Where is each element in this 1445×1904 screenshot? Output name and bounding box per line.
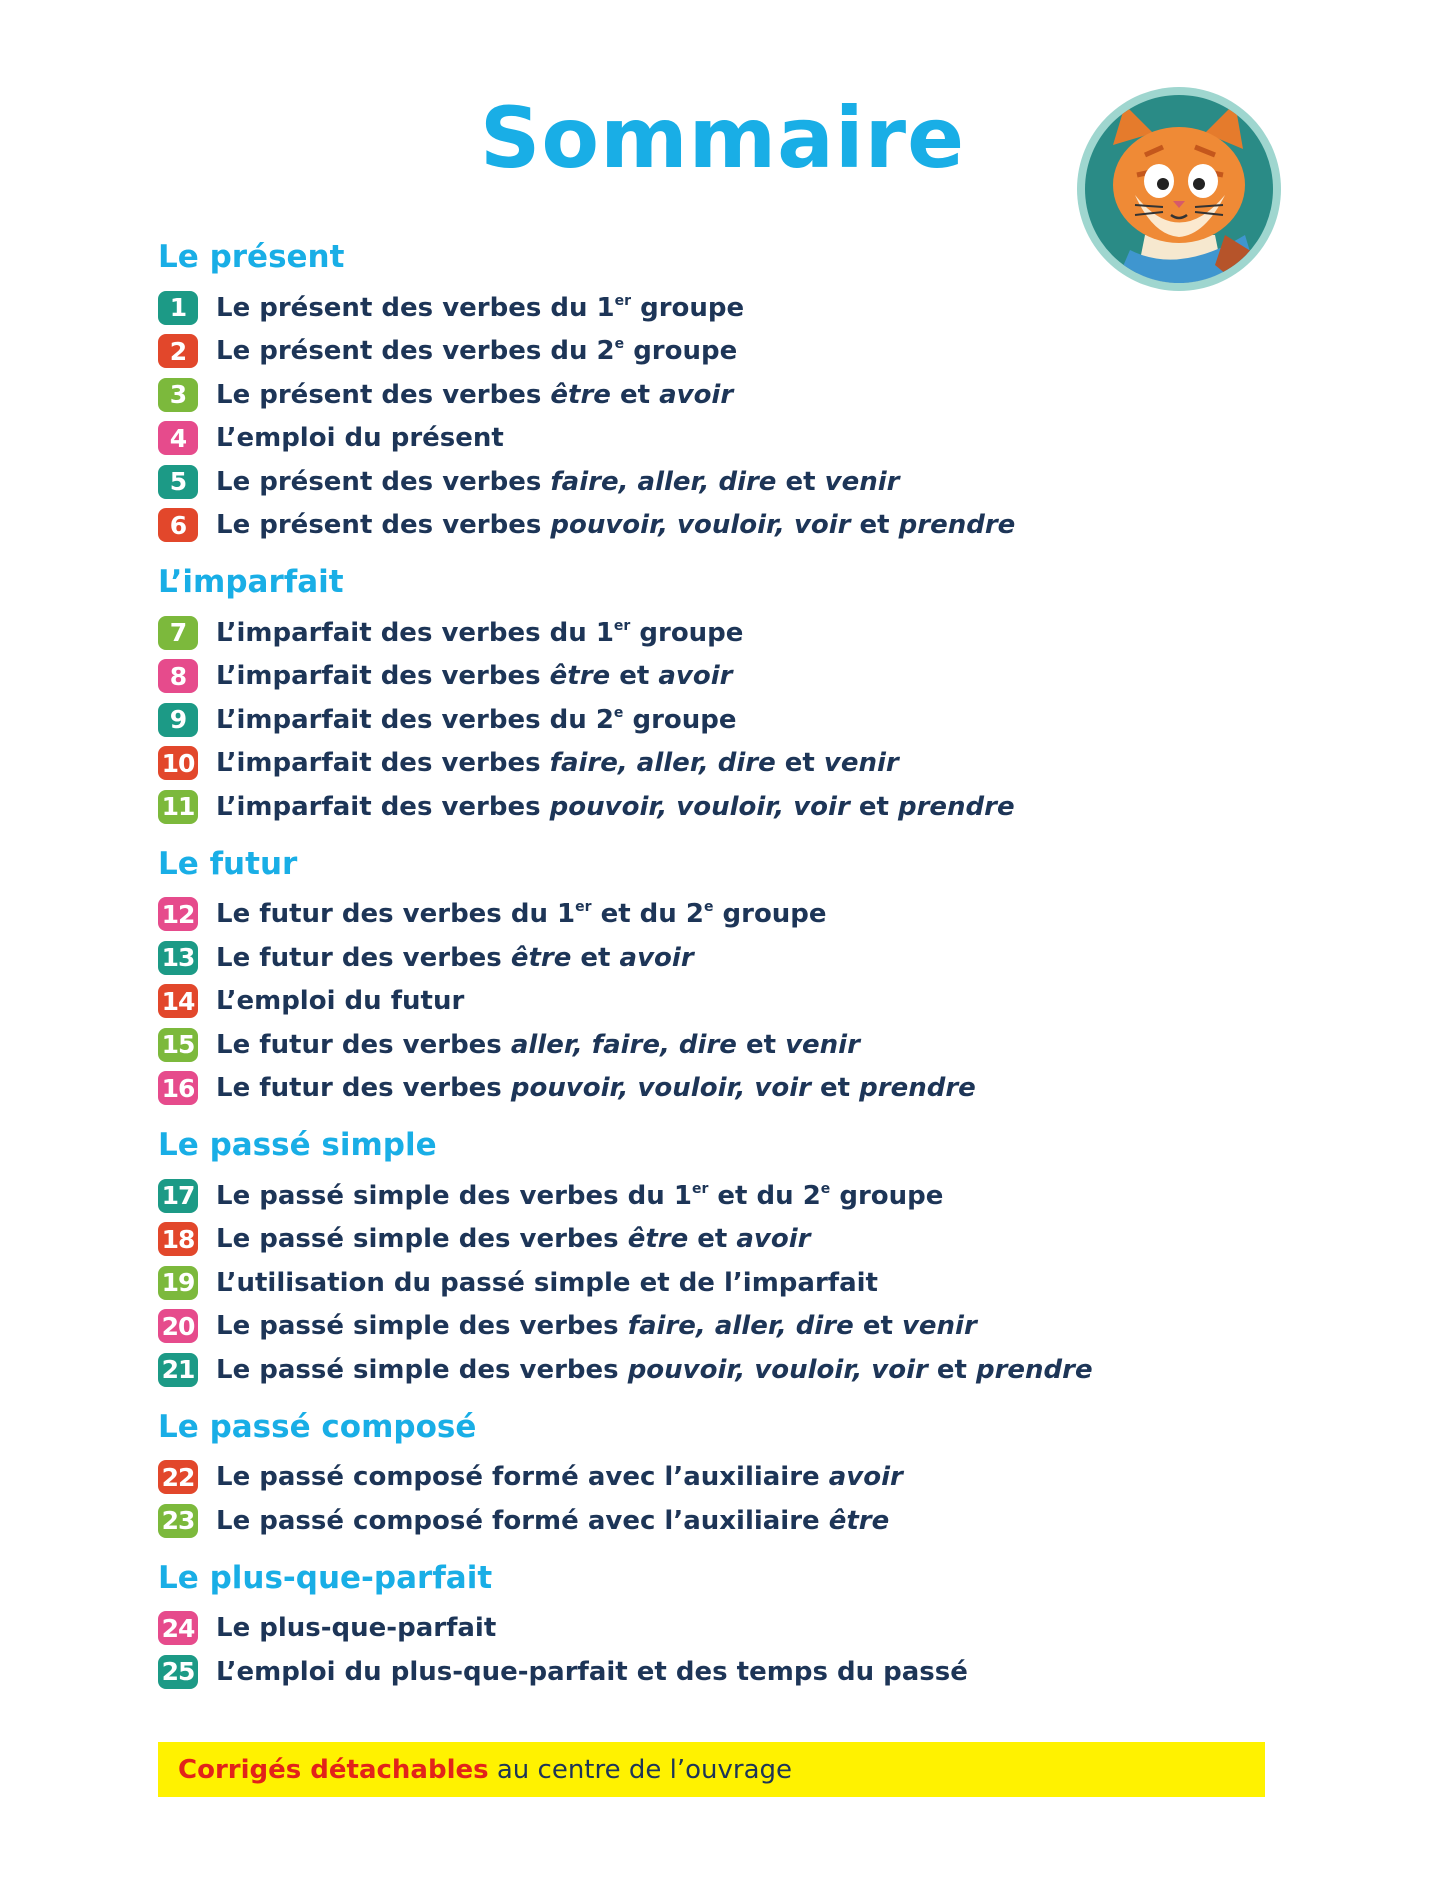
chapter-title-text: Le passé simple des verbes du 1 [216,1180,692,1211]
toc-item [158,655,1278,699]
italic-verb-text: venir [823,748,899,779]
italic-verb-text: être [627,1224,689,1255]
chapter-number-badge: 9 [158,703,198,737]
toc-item [158,1499,1278,1543]
italic-verb-text: avoir [828,1462,903,1493]
toc-item [158,504,1278,548]
toc-item [158,1650,1278,1694]
section-title: Le plus-que-parfait [158,1559,493,1596]
toc-item [158,1261,1278,1305]
chapter-title-text: Le présent des verbes [216,510,551,541]
ordinal-superscript: e [614,336,625,353]
chapter-title [216,293,744,323]
italic-verb-text: venir [824,466,900,497]
footer-note-rest: au centre de l’ouvrage [488,1754,793,1785]
chapter-title-text: Le présent des verbes du 2 [216,336,615,367]
chapter-title-text: et [571,942,620,973]
chapter-title-text: L’imparfait des verbes [216,791,550,822]
footer-note [178,1755,792,1785]
toc-item [158,980,1278,1024]
chapter-title [216,1506,889,1536]
chapter-title-text: Le futur des verbes du 1 [216,899,576,930]
italic-verb-text: avoir [736,1224,811,1255]
chapter-title-text: et du 2 [591,899,704,930]
chapter-title [216,423,504,453]
chapter-title-text: et [810,1073,860,1104]
chapter-number-badge: 3 [158,378,198,412]
chapter-title-text: et [849,791,898,822]
italic-verb-text: pouvoir, vouloir, voir [550,510,851,541]
chapter-title-text: Le futur des verbes [216,942,511,973]
chapter-title [216,792,1015,822]
chapter-title-text: groupe [624,336,738,367]
chapter-title [216,705,737,735]
chapter-title [216,899,827,929]
chapter-number-badge: 7 [158,616,198,650]
chapter-number-badge: 2 [158,334,198,368]
chapter-number-badge: 1 [158,291,198,325]
chapter-title-text: Le passé simple des verbes [216,1311,628,1342]
chapter-number-badge: 24 [158,1611,198,1645]
italic-verb-text: venir [785,1029,860,1060]
ordinal-superscript: er [614,292,632,309]
italic-verb-text: être [828,1505,890,1536]
chapter-title [216,467,899,497]
chapter-number-badge: 15 [158,1028,198,1062]
chapter-number-badge: 10 [158,746,198,780]
chapter-number-badge: 23 [158,1504,198,1538]
italic-verb-text: être [550,379,611,410]
ordinal-superscript: e [613,704,624,721]
chapter-title-text: Le passé simple des verbes [216,1224,628,1255]
ordinal-superscript: er [613,617,631,634]
toc-item [158,417,1278,461]
chapter-title [216,1462,903,1492]
footer-note-strong: Corrigés détachables [178,1754,489,1785]
ordinal-superscript: e [703,899,714,916]
chapter-title [216,1181,943,1211]
chapter-title-text: et [610,379,660,410]
chapter-title-text: et [776,466,825,497]
chapter-title-text: Le présent des verbes [216,466,551,497]
chapter-title [216,1311,977,1341]
italic-verb-text: pouvoir, vouloir, voir [627,1354,928,1385]
chapter-title-text: groupe [713,899,827,930]
section-title: Le présent [158,239,345,275]
italic-verb-text: prendre [975,1354,1093,1385]
toc-item [158,785,1278,829]
chapter-title-text: L’imparfait des verbes [216,748,550,779]
chapter-title-text: et [850,510,899,541]
section-title: L’imparfait [158,564,344,600]
italic-verb-text: prendre [898,510,1016,541]
toc-item [158,1607,1278,1651]
toc-item [158,611,1278,655]
toc-section [158,557,1278,829]
toc-item [158,1305,1278,1349]
chapter-title-text: Le passé simple des verbes [216,1354,628,1385]
chapter-title-text: Le futur des verbes [216,1073,511,1104]
italic-verb-text: pouvoir, vouloir, voir [549,791,850,822]
italic-verb-text: venir [901,1311,977,1342]
chapter-title [216,1073,976,1103]
italic-verb-text: avoir [619,942,694,973]
toc-item [158,893,1278,937]
toc-section [158,1402,1278,1543]
toc-section [158,1553,1278,1694]
italic-verb-text: être [510,942,572,973]
chapter-title-text: L’imparfait des verbes du 2 [216,704,614,735]
chapter-title-text: groupe [630,617,744,648]
chapter-title-text: Le passé composé formé avec l’auxiliaire [216,1505,829,1536]
table-of-contents [158,232,1278,1704]
toc-item [158,1067,1278,1111]
chapter-number-badge: 14 [158,984,198,1018]
chapter-title-text: L’imparfait des verbes du 1 [216,617,614,648]
chapter-title [216,380,733,410]
chapter-title [216,986,464,1016]
italic-verb-text: pouvoir, vouloir, voir [510,1073,811,1104]
toc-section [158,1120,1278,1392]
chapter-title-text: Le futur des verbes [216,1029,511,1060]
toc-item [158,1456,1278,1500]
chapter-title-text: groupe [623,704,737,735]
chapter-number-badge: 16 [158,1071,198,1105]
chapter-title [216,336,737,366]
toc-item [158,286,1278,330]
chapter-title [216,1268,878,1298]
toc-item [158,373,1278,417]
toc-item [158,698,1278,742]
chapter-number-badge: 19 [158,1266,198,1300]
chapter-title-text: groupe [631,292,745,323]
italic-verb-text: avoir [659,379,734,410]
toc-section [158,232,1278,547]
chapter-title [216,748,899,778]
chapter-number-badge: 18 [158,1222,198,1256]
chapter-title-text: L’imparfait des verbes [216,661,550,692]
toc-section [158,839,1278,1111]
toc-item [158,742,1278,786]
toc-item [158,460,1278,504]
chapter-title-text: Le présent des verbes [216,379,551,410]
chapter-title-text: Le passé composé formé avec l’auxiliaire [216,1462,829,1493]
chapter-title [216,661,732,691]
italic-verb-text: être [549,661,611,692]
chapter-number-badge: 5 [158,465,198,499]
chapter-number-badge: 12 [158,897,198,931]
toc-item [158,936,1278,980]
italic-verb-text: aller, faire, dire [510,1029,737,1060]
chapter-title [216,510,1015,540]
italic-verb-text: avoir [658,661,733,692]
toc-item [158,1348,1278,1392]
chapter-title-text: L’emploi du plus-que-parfait et des temps du passé [216,1656,968,1687]
chapter-number-badge: 17 [158,1179,198,1213]
chapter-title [216,1613,496,1643]
chapter-title-text: et du 2 [708,1180,821,1211]
toc-item [158,1023,1278,1067]
ordinal-superscript: e [820,1180,831,1197]
italic-verb-text: faire, aller, dire [627,1311,854,1342]
chapter-title [216,1657,968,1687]
chapter-number-badge: 25 [158,1655,198,1689]
chapter-number-badge: 4 [158,421,198,455]
chapter-number-badge: 11 [158,790,198,824]
ordinal-superscript: er [575,899,592,916]
italic-verb-text: faire, aller, dire [550,466,777,497]
italic-verb-text: faire, aller, dire [549,748,776,779]
chapter-title-text: et [736,1029,786,1060]
chapter-title [216,1224,810,1254]
chapter-number-badge: 13 [158,941,198,975]
chapter-title [216,618,743,648]
italic-verb-text: prendre [859,1073,976,1104]
chapter-title-text: groupe [830,1180,944,1211]
footer-banner [158,1742,1265,1797]
chapter-title-text: L’emploi du présent [216,423,504,454]
chapter-title [216,1355,1093,1385]
chapter-title [216,1030,860,1060]
chapter-title-text: et [688,1224,737,1255]
ordinal-superscript: er [691,1180,709,1197]
chapter-number-badge: 21 [158,1353,198,1387]
chapter-title-text: et [775,748,824,779]
toc-item [158,1174,1278,1218]
chapter-number-badge: 22 [158,1460,198,1494]
chapter-title [216,943,694,973]
section-title: Le passé composé [158,1408,477,1445]
toc-item [158,1218,1278,1262]
chapter-number-badge: 20 [158,1309,198,1343]
chapter-title-text: et [853,1311,902,1342]
chapter-title-text: Le plus-que-parfait [216,1613,497,1644]
chapter-number-badge: 8 [158,659,198,693]
section-title: Le passé simple [158,1127,437,1163]
chapter-title-text: Le présent des verbes du 1 [216,292,615,323]
section-title: Le futur [158,845,298,882]
italic-verb-text: prendre [897,791,1015,822]
chapter-number-badge: 6 [158,508,198,542]
toc-item [158,330,1278,374]
chapter-title-text: L’utilisation du passé simple et de l’imparfait [216,1267,878,1298]
chapter-title-text: et [927,1354,976,1385]
chapter-title-text: et [610,661,659,692]
page-title: Sommaire [479,89,966,187]
chapter-title-text: L’emploi du futur [216,986,465,1017]
